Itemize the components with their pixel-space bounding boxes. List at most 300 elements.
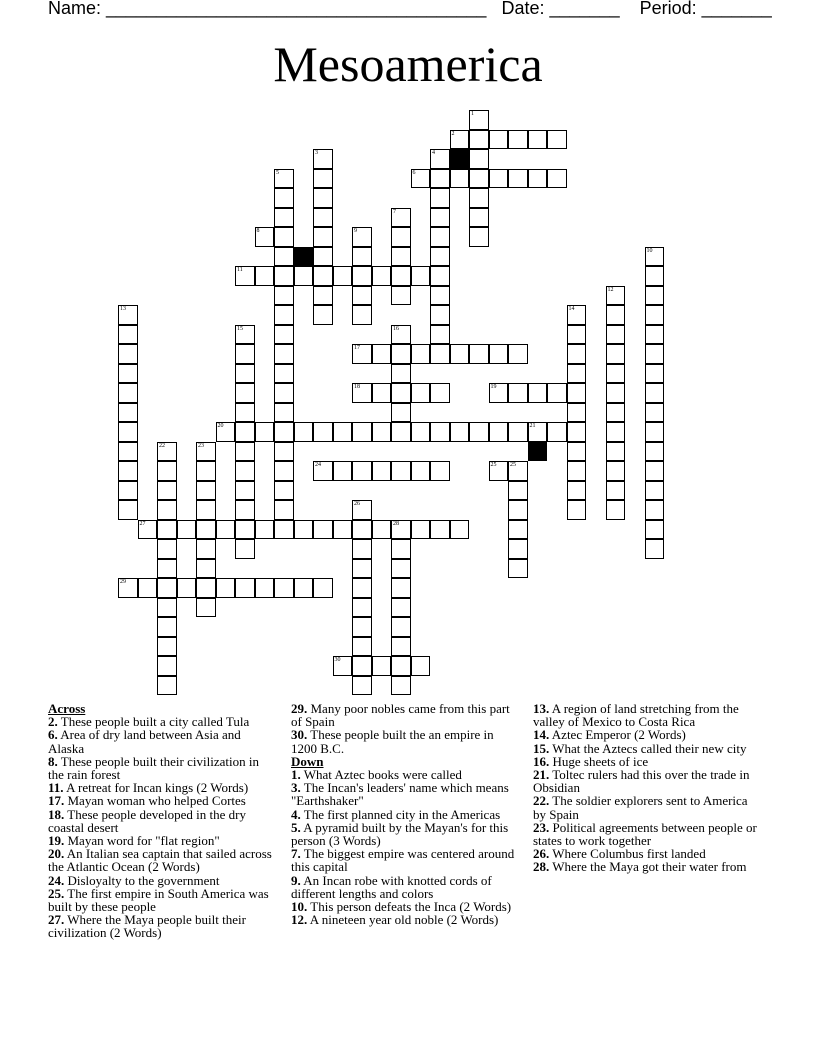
grid-cell[interactable]	[118, 344, 138, 364]
grid-cell[interactable]	[118, 364, 138, 384]
grid-cell[interactable]	[352, 520, 372, 540]
grid-cell[interactable]	[313, 266, 333, 286]
clue-num: 3.	[291, 780, 301, 796]
grid-cell[interactable]	[157, 637, 177, 657]
grid-cell[interactable]	[255, 227, 275, 247]
grid-cell[interactable]	[352, 344, 372, 364]
grid-cell[interactable]	[255, 520, 275, 540]
clue-num: 7.	[291, 846, 301, 862]
grid-cell[interactable]	[567, 364, 587, 384]
grid-cell[interactable]	[528, 169, 548, 189]
clue-number: 3	[315, 150, 318, 156]
clue-num: 30.	[291, 727, 308, 743]
grid-cell[interactable]	[606, 305, 626, 325]
clue-number: 30	[334, 657, 341, 663]
clue-num: 9.	[291, 872, 301, 888]
grid-cell[interactable]	[235, 383, 255, 403]
grid-cell[interactable]	[508, 130, 528, 150]
grid-cell[interactable]	[118, 403, 138, 423]
grid-cell[interactable]	[411, 266, 431, 286]
clue-across-27	[48, 913, 276, 939]
grid-cell[interactable]	[430, 305, 450, 325]
grid-cell[interactable]	[645, 500, 665, 520]
grid-cell[interactable]	[274, 442, 294, 462]
grid-cell[interactable]	[489, 461, 509, 481]
grid-cell[interactable]	[411, 169, 431, 189]
grid-cell[interactable]	[391, 344, 411, 364]
grid-cell[interactable]	[352, 559, 372, 579]
grid-cell[interactable]	[528, 422, 548, 442]
grid-cell[interactable]	[274, 344, 294, 364]
grid-cell[interactable]	[391, 520, 411, 540]
grid-cell[interactable]	[567, 481, 587, 501]
grid-cell[interactable]	[333, 422, 353, 442]
grid-cell[interactable]	[606, 442, 626, 462]
grid-cell[interactable]	[469, 169, 489, 189]
grid-cell[interactable]	[235, 325, 255, 345]
grid-cell[interactable]	[352, 617, 372, 637]
grid-cell[interactable]	[118, 422, 138, 442]
grid-cell[interactable]	[313, 247, 333, 267]
grid-cell[interactable]	[645, 403, 665, 423]
grid-cell[interactable]	[118, 383, 138, 403]
grid-cell[interactable]	[235, 578, 255, 598]
clue-number: 13	[120, 306, 126, 312]
grid-cell[interactable]	[469, 208, 489, 228]
grid-cell[interactable]	[372, 266, 392, 286]
grid-cell[interactable]	[274, 403, 294, 423]
grid-cell[interactable]	[352, 383, 372, 403]
grid-cell[interactable]	[294, 520, 314, 540]
grid-cell[interactable]	[508, 559, 528, 579]
grid-cell[interactable]	[352, 247, 372, 267]
grid-cell[interactable]	[567, 461, 587, 481]
grid-cell[interactable]	[645, 383, 665, 403]
grid-cell[interactable]	[567, 305, 587, 325]
grid-cell[interactable]	[157, 461, 177, 481]
grid-cell[interactable]	[255, 422, 275, 442]
grid-cell[interactable]	[547, 383, 567, 403]
grid-cell[interactable]	[606, 286, 626, 306]
grid-cell[interactable]	[645, 520, 665, 540]
grid-cell[interactable]	[216, 578, 236, 598]
grid-cell[interactable]	[313, 149, 333, 169]
grid-cell[interactable]	[118, 481, 138, 501]
period-blank[interactable]: _______	[701, 0, 772, 18]
grid-cell[interactable]	[372, 383, 392, 403]
grid-cell[interactable]	[430, 461, 450, 481]
grid-cell[interactable]	[547, 169, 567, 189]
grid-cell[interactable]	[567, 403, 587, 423]
grid-cell[interactable]	[645, 364, 665, 384]
grid-cell[interactable]	[508, 169, 528, 189]
grid-cell[interactable]	[430, 422, 450, 442]
grid-cell[interactable]	[196, 481, 216, 501]
grid-cell[interactable]	[645, 422, 665, 442]
grid-cell[interactable]	[294, 578, 314, 598]
grid-cell[interactable]	[391, 422, 411, 442]
grid-cell[interactable]	[333, 266, 353, 286]
grid-cell[interactable]	[157, 578, 177, 598]
grid-cell[interactable]	[645, 266, 665, 286]
grid-cell[interactable]	[450, 130, 470, 150]
clue-number: 25	[510, 462, 516, 468]
grid-cell[interactable]	[372, 461, 392, 481]
black-cell	[450, 149, 470, 169]
grid-cell[interactable]	[118, 500, 138, 520]
grid-cell[interactable]	[391, 403, 411, 423]
clue-number: 6	[412, 169, 416, 176]
grid-cell[interactable]	[196, 500, 216, 520]
grid-cell[interactable]	[372, 422, 392, 442]
grid-cell[interactable]	[391, 656, 411, 676]
grid-cell[interactable]	[352, 286, 372, 306]
grid-cell[interactable]	[508, 344, 528, 364]
grid-cell[interactable]	[430, 188, 450, 208]
grid-cell[interactable]	[645, 305, 665, 325]
grid-cell[interactable]	[157, 500, 177, 520]
grid-cell[interactable]	[391, 637, 411, 657]
clue-text: Mayan woman who helped Cortes	[64, 793, 246, 809]
grid-cell[interactable]	[216, 520, 236, 540]
grid-cell[interactable]	[508, 520, 528, 540]
grid-cell[interactable]	[196, 461, 216, 481]
clue-number: 2	[451, 130, 455, 137]
grid-cell[interactable]	[489, 383, 509, 403]
grid-cell[interactable]	[352, 266, 372, 286]
date-label: Date:	[501, 0, 545, 18]
grid-cell[interactable]	[508, 461, 528, 481]
grid-cell[interactable]	[645, 344, 665, 364]
grid-cell[interactable]	[606, 481, 626, 501]
grid-cell[interactable]	[430, 247, 450, 267]
grid-cell[interactable]	[196, 520, 216, 540]
grid-cell[interactable]	[313, 461, 333, 481]
grid-cell[interactable]	[235, 539, 255, 559]
grid-cell[interactable]	[430, 520, 450, 540]
grid-cell[interactable]	[528, 130, 548, 150]
grid-cell[interactable]	[489, 169, 509, 189]
grid-cell[interactable]	[430, 149, 450, 169]
grid-cell[interactable]	[157, 656, 177, 676]
grid-cell[interactable]	[313, 520, 333, 540]
grid-cell[interactable]	[274, 227, 294, 247]
grid-cell[interactable]	[469, 227, 489, 247]
grid-cell[interactable]	[352, 578, 372, 598]
grid-cell[interactable]	[274, 364, 294, 384]
grid-cell[interactable]	[274, 461, 294, 481]
grid-cell[interactable]	[450, 422, 470, 442]
clue-num: 26.	[533, 846, 550, 862]
grid-cell[interactable]	[430, 383, 450, 403]
grid-cell[interactable]	[157, 617, 177, 637]
grid-cell[interactable]	[235, 461, 255, 481]
grid-cell[interactable]	[157, 559, 177, 579]
grid-cell[interactable]	[372, 520, 392, 540]
name-blank[interactable]: ______________________________________	[106, 0, 487, 18]
grid-cell[interactable]	[118, 325, 138, 345]
grid-cell[interactable]	[430, 266, 450, 286]
grid-cell[interactable]	[274, 578, 294, 598]
grid-cell[interactable]	[235, 500, 255, 520]
grid-cell[interactable]	[391, 383, 411, 403]
grid-cell[interactable]	[430, 208, 450, 228]
grid-cell[interactable]	[255, 578, 275, 598]
grid-cell[interactable]	[567, 344, 587, 364]
grid-cell[interactable]	[391, 286, 411, 306]
grid-cell[interactable]	[606, 403, 626, 423]
grid-cell[interactable]	[411, 422, 431, 442]
grid-cell[interactable]	[352, 305, 372, 325]
clue-across-30	[291, 728, 519, 754]
grid-cell[interactable]	[177, 578, 197, 598]
grid-cell[interactable]	[196, 442, 216, 462]
grid-cell[interactable]	[411, 520, 431, 540]
grid-cell[interactable]	[391, 578, 411, 598]
grid-cell[interactable]	[274, 383, 294, 403]
grid-cell[interactable]	[118, 442, 138, 462]
clue-text: Where the Maya got their water from	[549, 859, 747, 875]
grid-cell[interactable]	[352, 598, 372, 618]
grid-cell[interactable]	[372, 656, 392, 676]
grid-cell[interactable]	[138, 520, 158, 540]
grid-cell[interactable]	[489, 422, 509, 442]
clue-number: 19	[490, 384, 497, 390]
grid-cell[interactable]	[606, 461, 626, 481]
clues-column-2	[291, 702, 519, 926]
grid-cell[interactable]	[196, 578, 216, 598]
grid-cell[interactable]	[118, 305, 138, 325]
grid-cell[interactable]	[157, 520, 177, 540]
grid-cell[interactable]	[489, 344, 509, 364]
grid-cell[interactable]	[196, 559, 216, 579]
grid-cell[interactable]	[606, 500, 626, 520]
grid-cell[interactable]	[118, 578, 138, 598]
grid-cell[interactable]	[352, 637, 372, 657]
clue-text: An Italian sea captain that sailed across the Atlantic Ocean (2 Words)	[48, 846, 272, 875]
grid-cell[interactable]	[547, 130, 567, 150]
grid-cell[interactable]	[391, 208, 411, 228]
grid-cell[interactable]	[391, 559, 411, 579]
grid-cell[interactable]	[274, 422, 294, 442]
grid-cell[interactable]	[411, 344, 431, 364]
clue-text: These people built the an empire in 1200 B.C.	[291, 727, 494, 756]
grid-cell[interactable]	[508, 539, 528, 559]
clue-down-9	[291, 874, 519, 900]
grid-cell[interactable]	[528, 383, 548, 403]
grid-cell[interactable]	[391, 325, 411, 345]
clue-text: These people built a city called Tula	[57, 714, 250, 730]
grid-cell[interactable]	[196, 539, 216, 559]
grid-cell[interactable]	[430, 286, 450, 306]
clue-across-18	[48, 808, 276, 834]
grid-cell[interactable]	[235, 364, 255, 384]
grid-cell[interactable]	[177, 520, 197, 540]
grid-cell[interactable]	[469, 422, 489, 442]
grid-cell[interactable]	[391, 676, 411, 696]
clue-num: 24.	[48, 872, 65, 888]
grid-cell[interactable]	[469, 130, 489, 150]
clue-text: A nineteen year old noble (2 Words)	[307, 912, 499, 928]
grid-cell[interactable]	[352, 422, 372, 442]
grid-cell[interactable]	[450, 520, 470, 540]
grid-cell[interactable]	[508, 383, 528, 403]
grid-cell[interactable]	[255, 266, 275, 286]
grid-cell[interactable]	[567, 500, 587, 520]
grid-cell[interactable]	[274, 188, 294, 208]
grid-cell[interactable]	[313, 305, 333, 325]
grid-cell[interactable]	[508, 422, 528, 442]
clue-text: The soldier explorers sent to America by Spain	[533, 793, 748, 822]
clue-down-23	[533, 821, 761, 847]
grid-cell[interactable]	[274, 208, 294, 228]
grid-cell[interactable]	[391, 617, 411, 637]
grid-cell[interactable]	[274, 169, 294, 189]
clue-number: 1	[471, 111, 474, 117]
grid-cell[interactable]	[235, 403, 255, 423]
grid-cell[interactable]	[157, 676, 177, 696]
clue-number: 27	[139, 520, 146, 527]
grid-cell[interactable]	[391, 247, 411, 267]
grid-cell[interactable]	[645, 539, 665, 559]
grid-cell[interactable]	[645, 461, 665, 481]
grid-cell[interactable]	[430, 344, 450, 364]
grid-cell[interactable]	[469, 344, 489, 364]
grid-cell[interactable]	[294, 266, 314, 286]
grid-cell[interactable]	[645, 325, 665, 345]
grid-cell[interactable]	[469, 188, 489, 208]
grid-cell[interactable]	[352, 539, 372, 559]
clue-across-8	[48, 755, 276, 781]
grid-cell[interactable]	[508, 481, 528, 501]
grid-cell[interactable]	[508, 500, 528, 520]
clue-across-20	[48, 847, 276, 873]
grid-cell[interactable]	[411, 461, 431, 481]
grid-cell[interactable]	[391, 266, 411, 286]
clue-text: This person defeats the Inca (2 Words)	[307, 899, 512, 915]
grid-cell[interactable]	[274, 520, 294, 540]
grid-cell[interactable]	[606, 422, 626, 442]
grid-cell[interactable]	[313, 227, 333, 247]
grid-cell[interactable]	[411, 656, 431, 676]
grid-cell[interactable]	[391, 227, 411, 247]
grid-cell[interactable]	[274, 500, 294, 520]
grid-cell[interactable]	[372, 344, 392, 364]
grid-cell[interactable]	[235, 520, 255, 540]
grid-cell[interactable]	[235, 442, 255, 462]
grid-cell[interactable]	[274, 266, 294, 286]
grid-cell[interactable]	[274, 305, 294, 325]
grid-cell[interactable]	[567, 442, 587, 462]
clue-num: 12.	[291, 912, 308, 928]
grid-cell[interactable]	[157, 442, 177, 462]
grid-cell[interactable]	[606, 364, 626, 384]
grid-cell[interactable]	[313, 286, 333, 306]
grid-cell[interactable]	[138, 578, 158, 598]
grid-cell[interactable]	[313, 578, 333, 598]
grid-cell[interactable]	[430, 169, 450, 189]
clue-text: A pyramid built by the Mayan's for this person (3 Words)	[291, 819, 509, 849]
grid-cell[interactable]	[489, 130, 509, 150]
clue-number: 10	[646, 247, 653, 254]
grid-cell[interactable]	[430, 325, 450, 345]
grid-cell[interactable]	[352, 500, 372, 520]
clue-text: The first empire in South America was built by these people	[48, 885, 269, 915]
grid-cell[interactable]	[391, 539, 411, 559]
grid-cell[interactable]	[118, 461, 138, 481]
grid-cell[interactable]	[196, 598, 216, 618]
grid-cell[interactable]	[157, 539, 177, 559]
grid-cell[interactable]	[157, 481, 177, 501]
grid-cell[interactable]	[391, 461, 411, 481]
grid-cell[interactable]	[216, 422, 236, 442]
grid-cell[interactable]	[313, 188, 333, 208]
grid-cell[interactable]	[645, 247, 665, 267]
grid-cell[interactable]	[313, 208, 333, 228]
grid-cell[interactable]	[333, 520, 353, 540]
grid-cell[interactable]	[274, 481, 294, 501]
grid-cell[interactable]	[235, 344, 255, 364]
grid-cell[interactable]	[567, 383, 587, 403]
grid-cell[interactable]	[547, 422, 567, 442]
clue-down-28	[533, 860, 761, 873]
grid-cell[interactable]	[235, 481, 255, 501]
grid-cell[interactable]	[274, 325, 294, 345]
grid-cell[interactable]	[333, 461, 353, 481]
grid-cell[interactable]	[606, 325, 626, 345]
grid-cell[interactable]	[274, 286, 294, 306]
grid-cell[interactable]	[313, 422, 333, 442]
grid-cell[interactable]	[235, 422, 255, 442]
grid-cell[interactable]	[606, 383, 626, 403]
grid-cell[interactable]	[430, 227, 450, 247]
grid-cell[interactable]	[411, 383, 431, 403]
grid-cell[interactable]	[567, 325, 587, 345]
clue-number: 12	[607, 286, 614, 293]
grid-cell[interactable]	[469, 149, 489, 169]
grid-cell[interactable]	[391, 364, 411, 384]
grid-cell[interactable]	[235, 266, 255, 286]
clue-text: Toltec rulers had this over the trade in Obsidian	[533, 767, 750, 796]
clue-text: Mayan word for "flat region"	[64, 833, 220, 849]
grid-cell[interactable]	[567, 422, 587, 442]
grid-cell[interactable]	[352, 676, 372, 696]
clue-num: 22.	[533, 793, 550, 809]
grid-cell[interactable]	[352, 227, 372, 247]
grid-cell[interactable]	[469, 110, 489, 130]
grid-cell[interactable]	[313, 169, 333, 189]
clue-text: Where the Maya people built their civilization (2 Words)	[48, 912, 246, 941]
grid-cell[interactable]	[450, 344, 470, 364]
grid-cell[interactable]	[333, 656, 353, 676]
grid-cell[interactable]	[157, 598, 177, 618]
clue-text: An Incan robe with knotted cords of different lengths and colors	[291, 872, 492, 901]
grid-cell[interactable]	[645, 481, 665, 501]
date-blank[interactable]: _______	[549, 0, 620, 18]
grid-cell[interactable]	[450, 169, 470, 189]
grid-cell[interactable]	[352, 461, 372, 481]
grid-cell[interactable]	[391, 598, 411, 618]
grid-cell[interactable]	[352, 656, 372, 676]
grid-cell[interactable]	[645, 442, 665, 462]
page-title: Mesoamerica	[273, 36, 543, 92]
grid-cell[interactable]	[645, 286, 665, 306]
clue-num: 2.	[48, 714, 58, 730]
grid-cell[interactable]	[294, 422, 314, 442]
grid-cell[interactable]	[606, 344, 626, 364]
clue-text: Many poor nobles came from this part of Spain	[291, 701, 510, 730]
grid-cell[interactable]	[274, 247, 294, 267]
